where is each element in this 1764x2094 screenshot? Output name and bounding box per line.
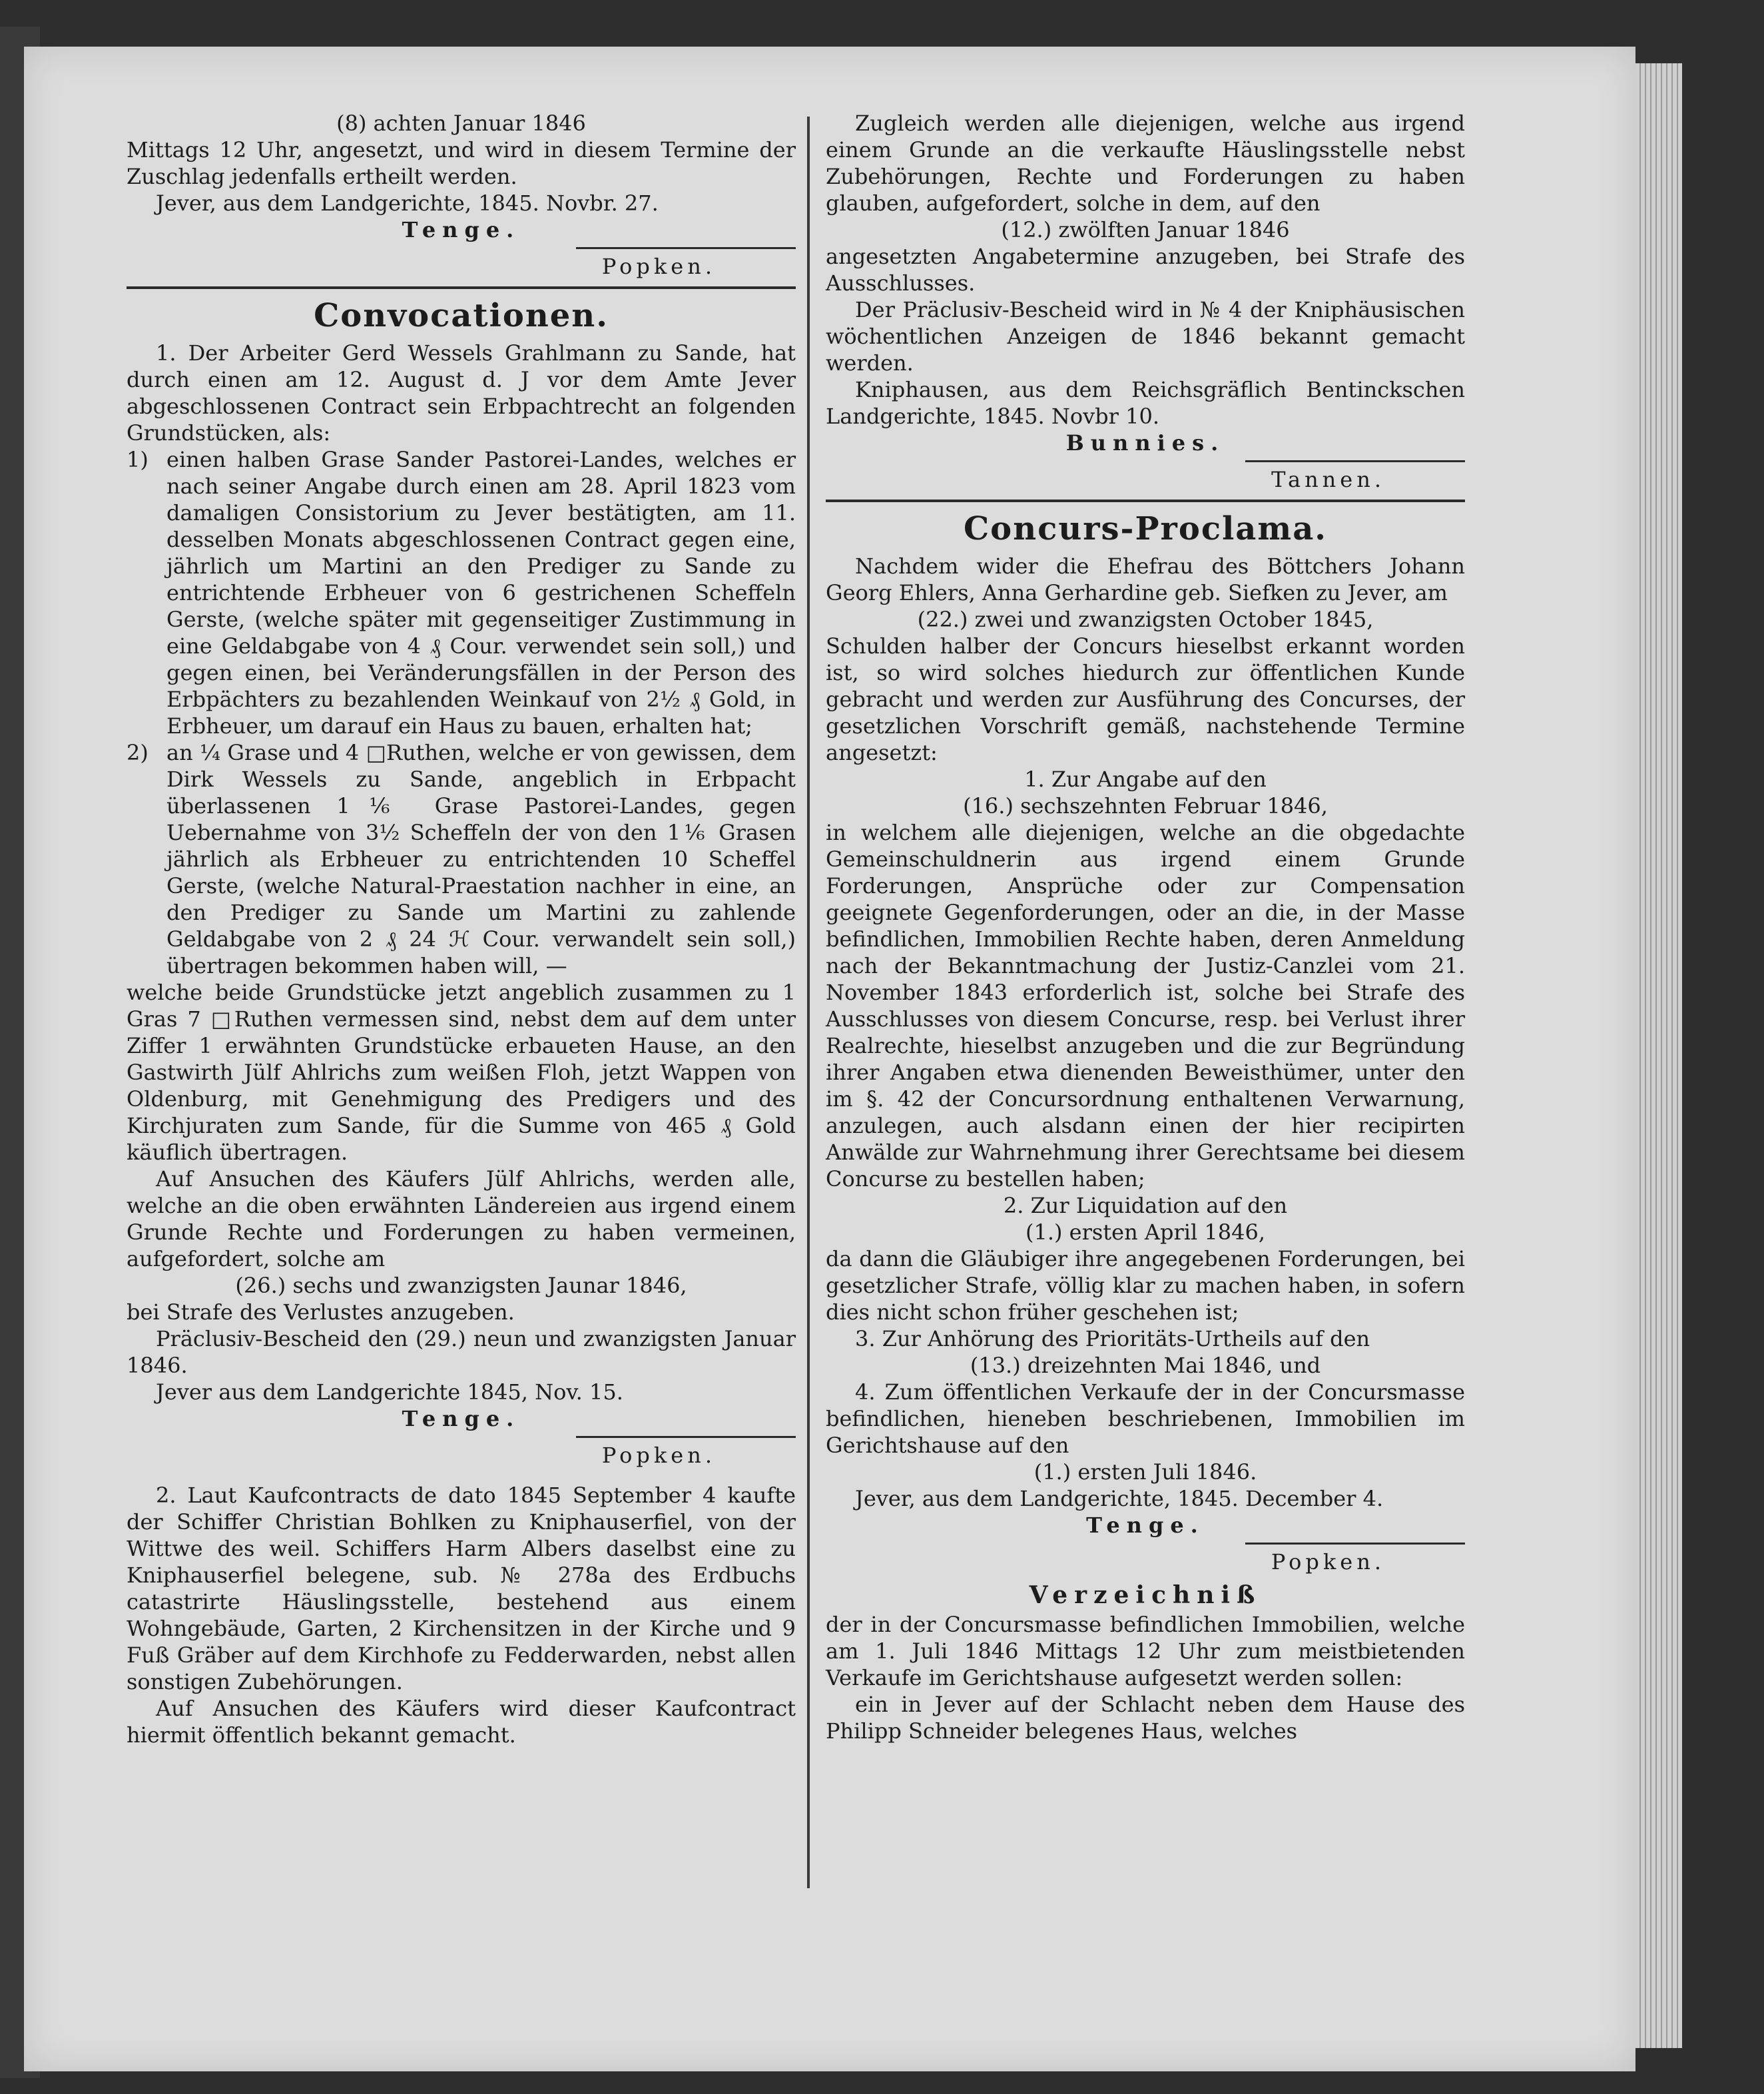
auction-date: (8) achten Januar 1846 bbox=[336, 111, 586, 136]
verzeichnis-item: ein in Jever auf der Schlacht neben dem Hause des Philipp Schneider belegenes Haus, welches bbox=[826, 1692, 1465, 1744]
term-4-date: (1.) ersten Juli 1846. bbox=[1033, 1459, 1257, 1485]
verzeichnis-title: Verzeichniß bbox=[1029, 1581, 1262, 1609]
convocation-1-date: (26.) sechs und zwanzigsten Jaunar 1846, bbox=[235, 1273, 687, 1298]
convocation-1-penalty: bei Strafe des Verlustes anzugeben. bbox=[127, 1299, 515, 1325]
item-text: einen halben Grase Sander Pastorei-Landes, welches er nach seiner Angabe durch einen am 28. April 1823 vom damaligen Consistorium zu Jever bestätigten, am 11. desselben Monats abgeschlossenen Contract gegen eine, jährlich um Martini an den Prediger zu Sande zu entrichtende Erbheuer von 6 gestrichenen Scheffeln Gerste, (welche später mit gegenseitiger Zustimmung in eine Geldabgabe von 4 ₰ Cour. verwendet sein soll,) und gegen einen, bei Veränderungsfällen in der Person des Erbpächters zu bezahlenden Weinkauf von 2½ ₰ Gold, in Erbheuer, um darauf ein Haus zu bauen, erhalten hat; bbox=[166, 447, 796, 739]
section-title-convocationen: Convocationen. bbox=[314, 297, 609, 334]
term-3-date: (13.) dreizehnten Mai 1846, und bbox=[970, 1353, 1321, 1378]
column-divider bbox=[807, 117, 810, 1888]
convocation-1-item-1 bbox=[127, 446, 796, 739]
proclama-intro: Nachdem wider die Ehefrau des Böttchers Johann Georg Ehlers, Anna Gerhardine geb. Siefken zu Jever, am bbox=[826, 553, 1465, 605]
term-2-text: da dann die Gläubiger ihre angegebenen Forderungen, bei gesetzlicher Strafe, völlig klar zu machen haben, in sofern dies nicht schon früher geschehen ist; bbox=[826, 1246, 1465, 1325]
right-column bbox=[826, 110, 1465, 1744]
item-number: 1) bbox=[127, 447, 148, 472]
term-1-text: in welchem alle diejenigen, welche an die obgedachte Gemeinschuldnerin aus irgend einem Grunde Forderungen, Ansprüche oder zur Compensation geeignete Gegenforderungen, oder an die, in der Masse befindlichen, Immobilien Rechte haben, deren Anmeldung nach der Bekanntmachung der Justiz-Canzlei vom 21. November 1843 erforderlich ist, solche bei Strafe des Ausschlusses von diesem Concurse, resp. bei Verlust ihrer Realrechte, hieselbst anzugeben und die zur Begründung ihrer Angaben etwa dienenden Beweisthümer, unter den im §. 42 der Concursordnung enthaltenen Verwarnung, anzulegen, auch alsdann einen der hier recipirten Anwälde zur Wahrnehmung ihrer Gerechtsame bei diesem Concurse zu bestellen haben; bbox=[826, 820, 1465, 1192]
auction-place-date: Jever, aus dem Landgerichte, 1845. Novbr. 27. bbox=[156, 190, 659, 216]
term-2-date: (1.) ersten April 1846, bbox=[1025, 1220, 1266, 1245]
auction-text: Mittags 12 Uhr, angesetzt, und wird in diesem Termine der Zuschlag jedenfalls ertheilt werden. bbox=[127, 137, 796, 189]
convocation-1-praeclusiv: Präclusiv-Bescheid den (29.) neun und zwanzigsten Januar 1846. bbox=[127, 1326, 796, 1378]
convocation-2-text: 2. Laut Kaufcontracts de dato 1845 September 4 kaufte der Schiffer Christian Bohlken zu Kniphauserfiel, von der Wittwe des weil. Schiffers Harm Albers daselbst eine zu Kniphauserfiel belegene, sub. № 278a des Erdbuchs catastrirte Häuslingsstelle, bestehend aus einem Wohngebäude, Garten, 2 Kirchensitzen in der Kirche und 9 Fuß Gräber auf dem Kirchhofe zu Fedderwarden, nebst allen sonstigen Zubehörungen. bbox=[127, 1483, 796, 1694]
left-column bbox=[127, 110, 796, 1748]
convocation-1-intro: 1. Der Arbeiter Gerd Wessels Grahlmann zu Sande, hat durch einen am 12. August d. J vor dem Amte Jever abgeschlossenen Contract sein Erbpachtrecht an folgenden Grundstücken, als: bbox=[127, 340, 796, 446]
convocation-1-call: Auf Ansuchen des Käufers Jülf Ahlrichs, werden alle, welche an die oben erwähnten Ländereien aus irgend einem Grunde Rechte und Forderungen zu haben vermeinen, aufgefordert, solche am bbox=[127, 1166, 796, 1271]
convocation-2-after: angesetzten Angabetermine anzugeben, bei Strafe des Ausschlusses. bbox=[826, 244, 1465, 296]
item-text: an ¼ Grase und 4 □Ruthen, welche er von gewissen, dem Dirk Wessels zu Sande, angeblich in Erbpacht überlassenen 1⅙ Grase Pastorei-Landes, gegen Uebernahme von 3½ Scheffeln der von den 1⅙ Grasen jährlich als Erbheuer zu entrichtenden 10 Scheffel Gerste, (welche Natural-Praestation nachher in eine, an den Prediger zu Sande um Martini zu zahlende Geldabgabe von 2 ₰ 24 ℋ Cour. verwandelt sein soll,) übertragen bekommen haben will, — bbox=[166, 740, 796, 978]
section-rule bbox=[826, 500, 1465, 502]
convocation-2-place: Kniphausen, aus dem Reichsgräflich Bentinckschen Landgerichte, 1845. Novbr 10. bbox=[826, 377, 1465, 429]
signature-tenge: Tenge. bbox=[402, 217, 521, 242]
convocation-2-continued: Zugleich werden alle diejenigen, welche aus irgend einem Grunde an die verkaufte Häuslingsstelle nebst Zubehörungen, Rechte und Forderungen zu haben glauben, aufgefordert, solche in dem, auf den bbox=[826, 111, 1465, 216]
signature-rule bbox=[576, 247, 796, 249]
convocation-2-date: (12.) zwölften Januar 1846 bbox=[1001, 217, 1290, 242]
section-rule bbox=[127, 286, 796, 289]
signature-rule bbox=[576, 1436, 796, 1438]
convocation-2-call: Auf Ansuchen des Käufers wird dieser Kaufcontract hiermit öffentlich bekannt gemacht. bbox=[127, 1696, 796, 1748]
signature-popken: Popken. bbox=[1271, 1549, 1385, 1574]
convocation-1-place: Jever aus dem Landgerichte 1845, Nov. 15. bbox=[156, 1379, 623, 1405]
term-1-date: (16.) sechszehnten Februar 1846, bbox=[963, 793, 1328, 819]
convocation-1-item-2 bbox=[127, 739, 796, 979]
term-1-heading: 1. Zur Angabe auf den bbox=[1024, 767, 1267, 792]
signature-rule bbox=[1245, 1543, 1465, 1545]
section-title-concurs-proclama: Concurs-Proclama. bbox=[963, 510, 1328, 547]
convocation-2-praeclusiv: Der Präclusiv-Bescheid wird in № 4 der Kniphäusischen wöchentlichen Anzeigen de 1846 bekannt gemacht werden. bbox=[826, 297, 1465, 376]
signature-rule bbox=[1245, 460, 1465, 462]
signature-bunnies: Bunnies. bbox=[1065, 430, 1225, 456]
term-4-heading: 4. Zum öffentlichen Verkaufe der in der Concursmasse befindlichen, hieneben beschriebenen, Immobilien im Gerichtshause auf den bbox=[826, 1379, 1465, 1458]
convocation-1-after: welche beide Grundstücke jetzt angeblich zusammen zu 1 Gras 7 □Ruthen vermessen sind, nebst dem auf dem unter Ziffer 1 erwähnten Grundstücke erbaueten Hause, an den Gastwirth Jülf Ahlrichs zum weißen Floh, jetzt Wappen von Oldenburg, mit Genehmigung des Predigers und des Kirchjuraten zum Sande, für die Summe von 465 ₰ Gold käuflich übertragen. bbox=[127, 980, 796, 1165]
item-number: 2) bbox=[127, 740, 148, 765]
page-edges bbox=[1635, 63, 1682, 2048]
verzeichnis-text: der in der Concursmasse befindlichen Immobilien, welche am 1. Juli 1846 Mittags 12 Uhr zum meistbietenden Verkaufe im Gerichtshause aufgesetzt werden sollen: bbox=[826, 1612, 1465, 1690]
signature-popken: Popken. bbox=[601, 1443, 716, 1468]
term-3-heading: 3. Zur Anhörung des Prioritäts-Urtheils auf den bbox=[855, 1326, 1370, 1351]
proclama-text: Schulden halber der Concurs hieselbst erkannt worden ist, so wird solches hiedurch zur öffentlichen Kunde gebracht und werden zur Ausführung des Concurses, der gesetzlichen Vorschrift gemäß, nachstehende Termine angesetzt: bbox=[826, 633, 1465, 765]
signature-tenge: Tenge. bbox=[1086, 1513, 1205, 1538]
proclama-place: Jever, aus dem Landgerichte, 1845. December 4. bbox=[855, 1486, 1384, 1511]
signature-tenge: Tenge. bbox=[402, 1406, 521, 1431]
proclama-date: (22.) zwei und zwanzigsten October 1845, bbox=[917, 607, 1374, 632]
signature-popken: Popken. bbox=[601, 254, 716, 279]
signature-tannen: Tannen. bbox=[1271, 467, 1385, 492]
term-2-heading: 2. Zur Liquidation auf den bbox=[1003, 1193, 1288, 1218]
